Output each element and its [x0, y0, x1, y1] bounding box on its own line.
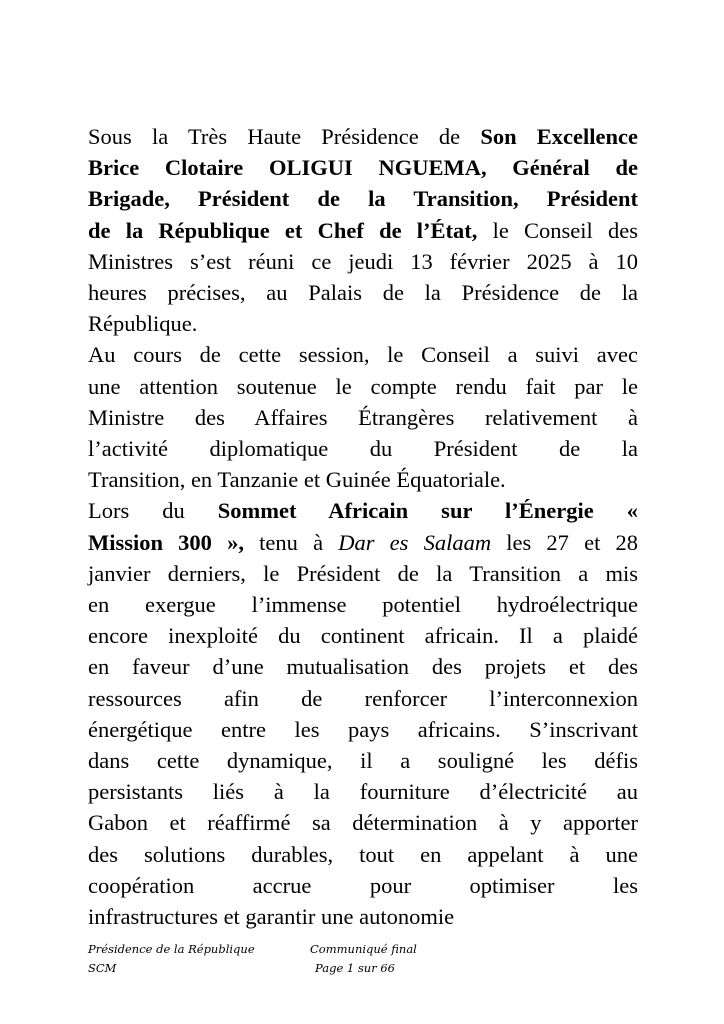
text-run: les 27 et 28: [491, 529, 638, 555]
paragraph: [88, 121, 638, 339]
text-line: [88, 183, 638, 214]
text-line: [88, 745, 638, 776]
text-run: Ministre des Affaires Étrangères relativement à: [88, 404, 638, 430]
text-run: l’activité diplomatique du Président de la: [88, 436, 638, 462]
footer-page-number: Page 1 sur 66: [315, 961, 395, 975]
text-run: Lors du: [88, 498, 218, 524]
text-run: le Conseil des: [477, 217, 639, 243]
text-line: [88, 308, 638, 339]
bold-text: Son Excellence: [480, 124, 638, 149]
text-run: des solutions durables, tout en appelant à une: [88, 841, 638, 867]
italic-text: Dar es Salaam: [338, 529, 492, 555]
text-run: Au cours de cette session, le Conseil a suivi avec: [88, 342, 638, 368]
bold-text: Mission 300 »,: [88, 529, 244, 555]
footer-document-type: Communiqué final: [310, 942, 417, 956]
text-line: [88, 527, 638, 558]
bold-text: Brigade, Président de la Transition, Président: [88, 186, 638, 212]
text-run: énergétique entre les pays africains. S’inscrivant: [88, 716, 638, 742]
text-line: [88, 246, 638, 277]
text-line: [88, 870, 638, 901]
bold-text: Sommet Africain sur l’Énergie «: [217, 498, 638, 524]
text-line: [88, 277, 638, 308]
text-run: dans cette dynamique, il a souligné les défis: [88, 748, 638, 774]
text-line: [88, 152, 638, 183]
text-run: en faveur d’une mutualisation des projets et des: [88, 654, 638, 680]
text-line: [88, 495, 638, 526]
text-run: coopération accrue pour optimiser les: [88, 872, 638, 898]
text-line: [88, 776, 638, 807]
text-run: une attention soutenue le compte rendu fait par le: [88, 373, 638, 399]
text-run: Gabon et réaffirmé sa détermination à y apporter: [88, 810, 638, 836]
text-line: [88, 371, 638, 402]
text-run: Ministres s’est réuni ce jeudi 13 février 2025 à 10: [88, 248, 638, 274]
text-line: [88, 651, 638, 682]
footer-center: [310, 940, 417, 978]
footer-left: [88, 940, 255, 978]
text-line: [88, 558, 638, 589]
text-run: encore inexploité du continent africain. Il a plaidé: [88, 623, 638, 649]
text-line: [88, 807, 638, 838]
text-line: [88, 683, 638, 714]
text-run: tenu à: [243, 529, 339, 555]
text-line: [88, 714, 638, 745]
bold-text: Brice Clotaire OLIGUI NGUEMA, Général de: [88, 155, 638, 181]
text-line: [88, 464, 638, 495]
text-run: ressources afin de renforcer l’interconnexion: [88, 685, 638, 711]
text-line: [88, 402, 638, 433]
text-line: [88, 339, 638, 370]
text-run: République.: [88, 311, 198, 337]
text-run: heures précises, au Palais de la Présidence de la: [88, 280, 638, 306]
paragraph: [88, 339, 638, 495]
text-run: infrastructures et garantir une autonomie: [88, 904, 455, 930]
text-line: [88, 121, 638, 152]
text-run: Transition, en Tanzanie et Guinée Équatoriale.: [88, 467, 506, 493]
footer-service: SCM: [88, 961, 117, 975]
text-run: janvier derniers, le Président de la Transition a mis: [88, 560, 638, 586]
text-line: [88, 589, 638, 620]
text-line: [88, 215, 638, 246]
document-body: [88, 121, 638, 932]
text-run: Sous la Très Haute Présidence de: [88, 124, 481, 149]
text-line: [88, 839, 638, 870]
paragraph: [88, 495, 638, 932]
text-line: [88, 901, 638, 932]
text-run: persistants liés à la fourniture d’électricité au: [88, 779, 638, 805]
bold-text: de la République et Chef de l’État,: [88, 217, 478, 243]
text-line: [88, 620, 638, 651]
text-run: en exergue l’immense potentiel hydroélectrique: [88, 592, 638, 618]
text-line: [88, 433, 638, 464]
footer-institution: Présidence de la République: [88, 942, 255, 956]
